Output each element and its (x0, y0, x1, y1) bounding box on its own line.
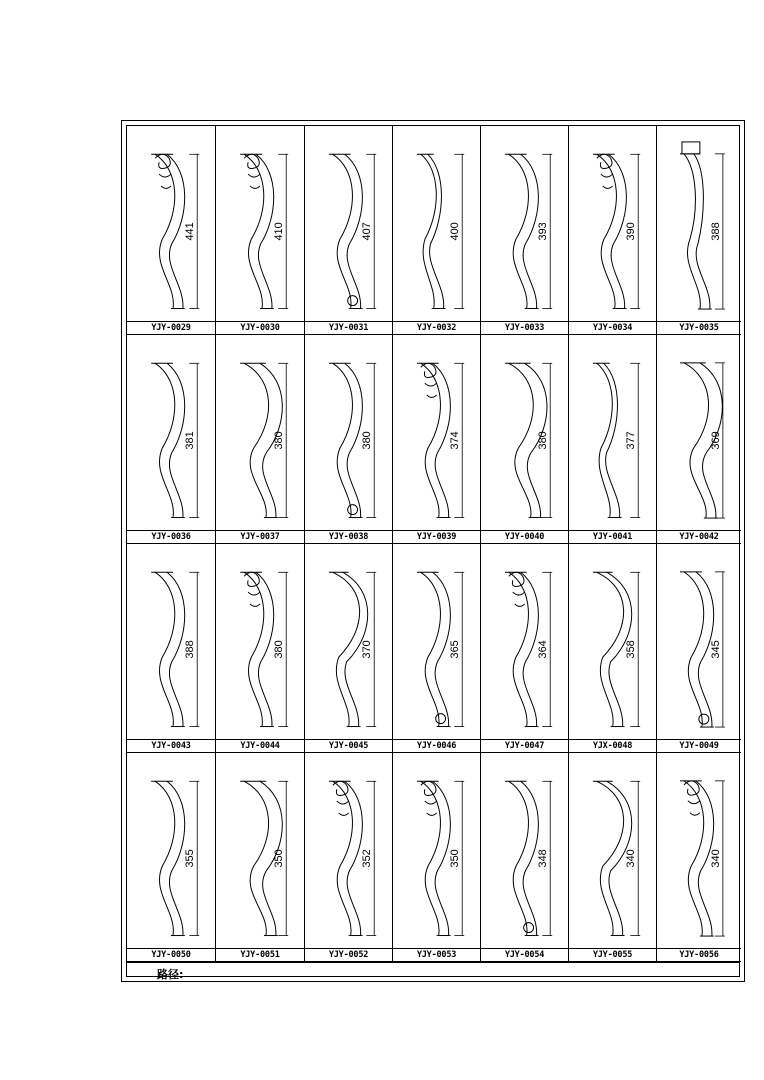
dimension-value: 407 (361, 222, 374, 241)
leg-outline-outer (155, 363, 175, 517)
leg-cell (569, 126, 657, 335)
dimension-value: 364 (537, 640, 550, 659)
leg-outline-outer (155, 572, 175, 726)
leg-cell (481, 753, 569, 962)
leg-drawing (393, 544, 480, 739)
leg-cell (569, 544, 657, 753)
leg-outline-inner (604, 363, 620, 517)
model-code: YJY-0032 (393, 321, 480, 334)
leg-drawing (127, 335, 215, 530)
leg-cell (127, 126, 216, 335)
leg-outline-outer (421, 154, 436, 308)
model-code: YJY-0050 (127, 948, 215, 961)
leg-cell (305, 544, 393, 753)
dimension-value: 369 (709, 431, 722, 450)
leg-outline-outer (244, 781, 268, 935)
leg-drawing (305, 753, 392, 948)
dimension-value: 352 (361, 849, 374, 868)
dimension-value: 400 (449, 222, 462, 241)
dimension-value: 370 (361, 640, 374, 659)
model-code: YJY-0042 (657, 530, 741, 543)
model-code: YJY-0039 (393, 530, 480, 543)
carved-ornament (244, 572, 260, 606)
leg-drawing (305, 544, 392, 739)
leg-drawing (127, 544, 215, 739)
leg-cell (216, 544, 305, 753)
leg-drawing (481, 335, 568, 530)
leg-drawing (657, 544, 741, 739)
model-code: YJY-0033 (481, 321, 568, 334)
dimension-value: 340 (625, 849, 638, 868)
model-code: YJY-0034 (569, 321, 656, 334)
leg-cell (127, 753, 216, 962)
catalog-grid (127, 126, 739, 962)
scroll-foot (436, 714, 446, 724)
leg-cell (393, 126, 481, 335)
dimension-value: 377 (625, 431, 638, 450)
leg-drawing (393, 335, 480, 530)
leg-drawing (481, 126, 568, 321)
leg-drawing (305, 335, 392, 530)
dimension-value: 388 (709, 222, 722, 241)
dimension-value: 380 (361, 431, 374, 450)
leg-cell (481, 126, 569, 335)
dimension-value: 350 (273, 849, 286, 868)
scroll-foot (524, 923, 534, 933)
leg-drawing (216, 126, 304, 321)
leg-drawing (216, 753, 304, 948)
model-code: YJY-0038 (305, 530, 392, 543)
model-code: YJY-0049 (657, 739, 741, 752)
leg-drawing (127, 753, 215, 948)
leg-outline-outer (333, 363, 353, 517)
model-code: YJY-0031 (305, 321, 392, 334)
dimension-value: 393 (537, 222, 550, 241)
carved-ornament (684, 781, 700, 815)
dimension-value: 348 (537, 849, 550, 868)
model-code: YJX-0048 (569, 739, 656, 752)
model-code: YJY-0045 (305, 739, 392, 752)
leg-drawing (216, 544, 304, 739)
leg-outline-outer (684, 572, 704, 727)
dimension-value: 340 (709, 849, 722, 868)
dimension-value: 441 (184, 222, 197, 241)
carved-ornament (597, 154, 613, 188)
scroll-foot (699, 714, 709, 724)
carved-ornament (509, 572, 525, 606)
model-code: YJY-0037 (216, 530, 304, 543)
leg-outline-outer (684, 154, 700, 309)
dimension-value: 410 (273, 222, 286, 241)
leg-outline-outer (684, 363, 709, 518)
dimension-value: 380 (273, 431, 286, 450)
model-code: YJY-0055 (569, 948, 656, 961)
leg-drawing (657, 126, 741, 321)
leg-drawing (569, 544, 656, 739)
leg-outline-inner (428, 154, 444, 308)
model-code: YJY-0030 (216, 321, 304, 334)
leg-drawing (393, 753, 480, 948)
leg-cell (216, 335, 305, 544)
leg-cell (305, 335, 393, 544)
carved-ornament (244, 154, 260, 188)
model-code: YJY-0051 (216, 948, 304, 961)
leg-cell (393, 753, 481, 962)
model-code: YJY-0044 (216, 739, 304, 752)
carved-ornament (155, 154, 171, 188)
scroll-foot (348, 505, 358, 515)
carved-ornament (421, 363, 437, 397)
leg-cell (216, 753, 305, 962)
dimension-value: 350 (449, 849, 462, 868)
model-code: YJY-0029 (127, 321, 215, 334)
leg-drawing (305, 126, 392, 321)
leg-outline-outer (244, 363, 268, 517)
leg-cell (393, 335, 481, 544)
dimension-value: 345 (709, 640, 722, 659)
leg-drawing (569, 753, 656, 948)
model-code: YJY-0053 (393, 948, 480, 961)
leg-cell (393, 544, 481, 753)
leg-outline-outer (509, 781, 529, 935)
leg-outline-outer (597, 781, 624, 935)
leg-cell (569, 753, 657, 962)
leg-outline-outer (155, 781, 175, 935)
dimension-value: 374 (449, 431, 462, 450)
leg-cell (305, 126, 393, 335)
dimension-value: 380 (537, 431, 550, 450)
carved-ornament (333, 781, 349, 815)
path-label: 路径: (157, 968, 184, 981)
leg-outline-outer (597, 572, 624, 726)
scroll-foot (348, 296, 358, 306)
model-code: YJY-0047 (481, 739, 568, 752)
model-code: YJY-0046 (393, 739, 480, 752)
leg-drawing (569, 126, 656, 321)
dimension-value: 380 (273, 640, 286, 659)
dimension-value: 365 (449, 640, 462, 659)
leg-cell (216, 126, 305, 335)
model-code: YJY-0041 (569, 530, 656, 543)
drawing-sheet (121, 120, 745, 982)
leg-block (682, 142, 700, 154)
leg-outline-outer (509, 154, 529, 308)
dimension-value: 381 (184, 431, 197, 450)
leg-drawing (127, 126, 215, 321)
leg-cell (481, 335, 569, 544)
leg-cell (127, 544, 216, 753)
leg-cell (657, 544, 741, 753)
leg-cell (305, 753, 393, 962)
drawing-frame (126, 125, 740, 981)
carved-ornament (421, 781, 437, 815)
leg-drawing (569, 335, 656, 530)
model-code: YJY-0043 (127, 739, 215, 752)
leg-drawing (481, 544, 568, 739)
leg-cell (569, 335, 657, 544)
leg-drawing (657, 753, 741, 948)
leg-cell (481, 544, 569, 753)
leg-cell (657, 335, 741, 544)
model-code: YJY-0056 (657, 948, 741, 961)
leg-cell (657, 753, 741, 962)
model-code: YJY-0054 (481, 948, 568, 961)
dimension-value: 355 (184, 849, 197, 868)
leg-drawing (657, 335, 741, 530)
leg-outline-outer (333, 154, 353, 308)
leg-outline-outer (597, 363, 612, 517)
model-code: YJY-0052 (305, 948, 392, 961)
leg-cell (127, 335, 216, 544)
leg-drawing (393, 126, 480, 321)
dimension-value: 358 (625, 640, 638, 659)
footer-bar (127, 962, 739, 981)
leg-cell (657, 126, 741, 335)
leg-outline-outer (333, 572, 360, 726)
leg-outline-outer (421, 572, 441, 726)
leg-outline-outer (509, 363, 533, 517)
dimension-value: 390 (625, 222, 638, 241)
leg-drawing (481, 753, 568, 948)
dimension-value: 388 (184, 640, 197, 659)
model-code: YJY-0036 (127, 530, 215, 543)
model-code: YJY-0040 (481, 530, 568, 543)
model-code: YJY-0035 (657, 321, 741, 334)
leg-drawing (216, 335, 304, 530)
